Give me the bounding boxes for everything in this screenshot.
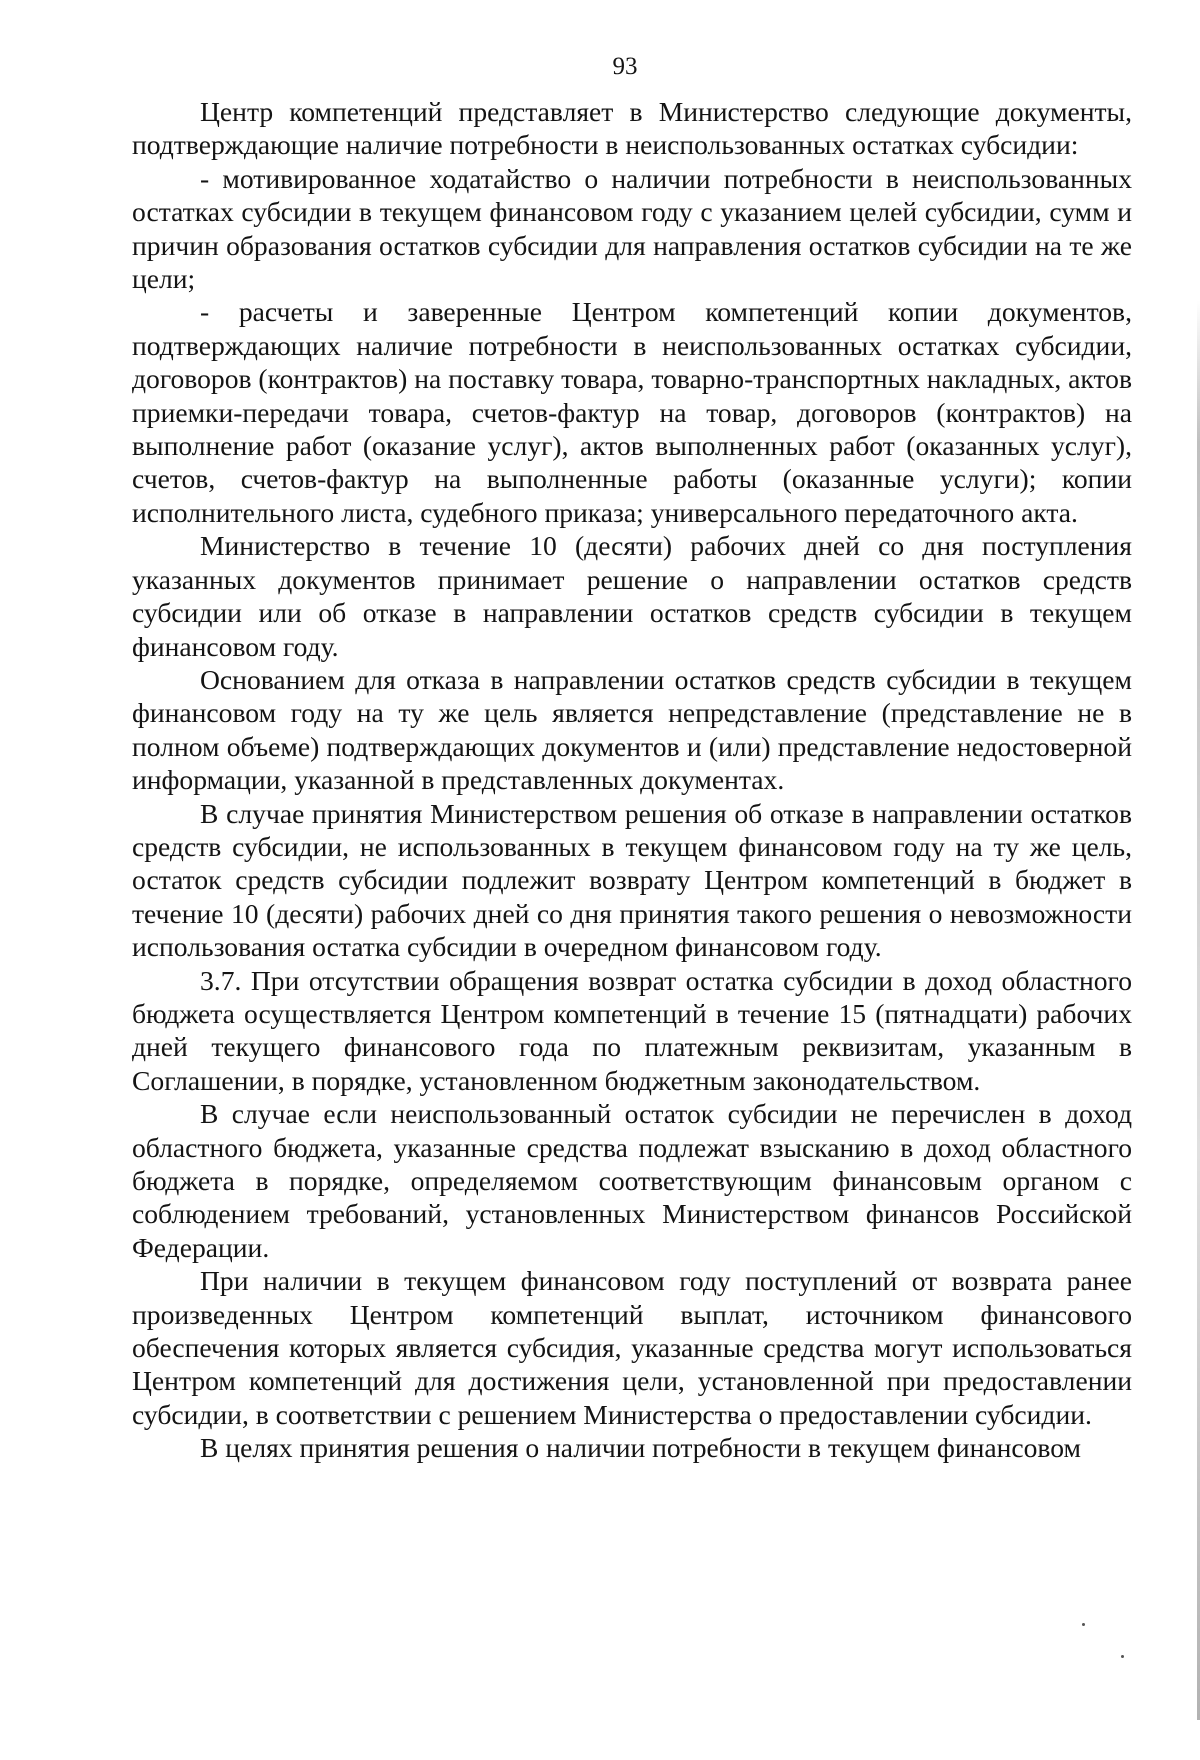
paragraph: - мотивированное ходатайство о наличии потребности в неиспользованных остатках субсидии в текущем финансовом году с указанием целей субсидии, сумм и причин образования остатков субсидии для направления остатков субсидии на те же цели; <box>132 162 1132 295</box>
paragraph: При наличии в текущем финансовом году поступлений от возврата ранее произведенных Центром компетенций выплат, источником финансового обеспечения которых является субсидия, указанные средства могут использоваться Центром компетенций для достижения цели, установленной при предоставлении субсидии, в соответствии с решением Министерства о предоставлении субсидии. <box>132 1265 1132 1430</box>
paragraph: Центр компетенций представляет в Министерство следующие документы, подтверждающие наличие потребности в неиспользованных остатках субсидии: <box>132 96 1132 161</box>
paragraph: В случае принятия Министерством решения об отказе в направлении остатков средств субсидии, не использованных в текущем финансовом году на ту же цель, остаток средств субсидии подлежит возврату Центром компетенций в бюджет в течение 10 (десяти) рабочих дней со дня принятия такого решения о невозможности использования остатка субсидии в очередном финансовом году. <box>132 797 1132 963</box>
paragraph: 3.7. При отсутствии обращения возврат остатка субсидии в доход областного бюджета осуществляется Центром компетенций в течение 15 (пятнадцати) рабочих дней текущего финансового года по платежным реквизитам, указанным в Соглашении, в порядке, установленном бюджетным законодательством. <box>132 964 1132 1096</box>
scan-speck <box>1121 1655 1124 1658</box>
paragraph: - расчеты и заверенные Центром компетенций копии документов, подтверждающих наличие потребности в неиспользованных остатках субсидии, договоров (контрактов) на поставку товара, товарно-транспортных накладных, актов приемки-передачи товара, счетов-фактур на товар, договоров (контрактов) на выполнение работ (оказание услуг), актов выполненных работ (оказанных услуг), счетов, счетов-фактур на выполненные работы (оказанные услуги); копии исполнительного листа, судебного приказа; универсального передаточного акта. <box>132 296 1132 528</box>
document-body <box>132 95 1132 1465</box>
paragraph-last-line: В целях принятия решения о наличии потребности в текущем финансовом <box>200 1432 1081 1464</box>
paragraph: Министерство в течение 10 (десяти) рабочих дней со дня поступления указанных документов принимает решение о направлении остатков средств субсидии или об отказе в направлении остатков средств субсидии в текущем финансовом году. <box>132 530 1132 662</box>
paragraph: Основанием для отказа в направлении остатков средств субсидии в текущем финансовом году на ту же цель является непредставление (представление не в полном объеме) подтверждающих документов и (или) представление недостоверной информации, указанной в представленных документах. <box>132 663 1132 796</box>
scan-speck <box>1082 1623 1085 1626</box>
paragraph: В случае если неиспользованный остаток субсидии не перечислен в доход областного бюджета, указанные средства подлежат взысканию в доход областного бюджета в порядке, определяемом соответствующим финансовым органом с соблюдением требований, установленных Министерством финансов Российской Федерации. <box>132 1098 1132 1263</box>
page-number: 93 <box>612 53 638 80</box>
